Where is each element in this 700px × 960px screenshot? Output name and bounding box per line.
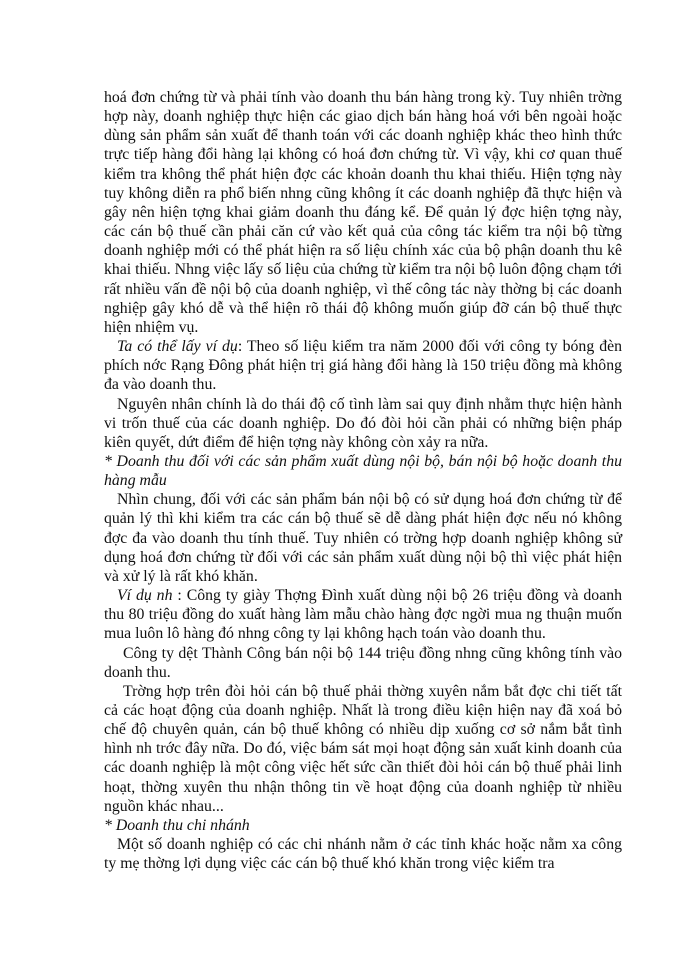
- example-lead-2: Ví dụ nh: [117, 587, 173, 605]
- example-text: : Theo số liệu kiểm tra năm 2000 đối với công ty bóng đèn phích nớc Rạng Đông phát hiện trị giá hàng đổi hàng là 150 triệu đồng mà không đa vào doanh thu.: [104, 338, 623, 394]
- section-heading-branch-revenue: * Doanh thu chi nhánh: [104, 816, 250, 834]
- paragraph-1: hoá đơn chứng từ và phải tính vào doanh thu bán hàng trong kỳ. Tuy nhiên trờng hợp này, doanh nghiệp thực hiện các giao dịch bán hàng hoá với bên ngoài hoặc dùng sản phẩm sản xuất để thanh toán với các doanh nghiệp khác theo hình thức trực tiếp hàng đổi hàng lại không có hoá đơn chứng từ. Vì vậy, khi cơ quan thuế kiểm tra không thể phát hiện đợc các khoản doanh thu khai thiếu. Hiện tợng này tuy không diễn ra phổ biến nhng cũng không ít các doanh nghiệp đã thực hiện và gây nên hiện tợng khai giảm doanh thu đáng kể. Để quản lý đợc hiện tợng này, các cán bộ thuế cần phải căn cứ vào kết quả của công tác kiểm tra nội bộ từng doanh nghiệp mới có thể phát hiện ra số liệu chính xác của bộ phận doanh thu kê khai thiếu. Nhng việc lấy số liệu của chứng từ kiểm tra nội bộ luôn động chạm tới rất nhiều vấn đề nội bộ của doanh nghiệp, vì thế công tác này thờng bị các doanh nghiệp gây khó dễ và thể hiện rõ thái độ không muốn giúp đỡ cán bộ thuế thực hiện nhiệm vụ.: [104, 89, 622, 336]
- paragraph-6: Công ty dệt Thành Công bán nội bộ 144 triệu đồng nhng cũng không tính vào doanh thu.: [104, 644, 622, 681]
- paragraph-7: Trờng hợp trên đòi hỏi cán bộ thuế phải thờng xuyên nắm bắt đợc chi tiết tất cả các hoạt động của doanh nghiệp. Nhất là trong điều kiện hiện nay đã xoá bỏ chế độ chuyên quản, cán bộ thuế không có nhiều dịp xuống cơ sở nắm bắt tình hình nh trớc đây nữa. Do đó, việc bám sát mọi hoạt động sản xuất kinh doanh của các doanh nghiệp là một công việc hết sức cần thiết đòi hỏi cán bộ thuế phải linh hoạt, thờng xuyên thu nhận thông tin về hoạt động của doanh nghiệp từ nhiều nguồn khác nhau...: [104, 682, 622, 815]
- section-heading-internal-revenue: * Doanh thu đối với các sản phẩm xuất dùng nội bộ, bán nội bộ hoặc doanh thu hàng mẫu: [104, 452, 622, 490]
- document-page: [104, 88, 622, 873]
- paragraph-4: Nhìn chung, đối với các sản phẩm bán nội bộ có sử dụng hoá đơn chứng từ để quản lý thì khi kiểm tra các cán bộ thuế sẽ dễ dàng phát hiện đợc nếu nó không đợc đa vào doanh thu tính thuế. Tuy nhiên có trờng hợp doanh nghiệp không sử dụng hoá đơn chứng từ đối với các sản phẩm xuất dùng nội bộ thì việc phát hiện và xử lý là rất khó khăn.: [104, 491, 622, 585]
- paragraph-3: Nguyên nhân chính là do thái độ cố tình làm sai quy định nhằm thực hiện hành vi trốn thuế của các doanh nghiệp. Do đó đòi hỏi cần phải có những biện pháp kiên quyết, dứt điểm để hiện tợng này không còn xảy ra nữa.: [104, 395, 622, 451]
- paragraph-example-1: [104, 337, 622, 394]
- example-text-2: : Công ty giày Thợng Đình xuất dùng nội bộ 26 triệu đồng và doanh thu 80 triệu đồng do xuất hàng làm mẫu chào hàng đợc ngời mua ng thuận muốn mua luôn lô hàng đó nhng công ty lại không hạch toán vào doanh thu.: [104, 587, 623, 643]
- example-lead: Ta có thể lấy ví dụ: [117, 338, 238, 356]
- paragraph-example-2: [104, 586, 622, 643]
- paragraph-8: Một số doanh nghiệp có các chi nhánh nằm ở các tỉnh khác hoặc nằm xa công ty mẹ thờng lợi dụng việc các cán bộ thuế khó khăn trong việc kiểm tra: [104, 836, 622, 873]
